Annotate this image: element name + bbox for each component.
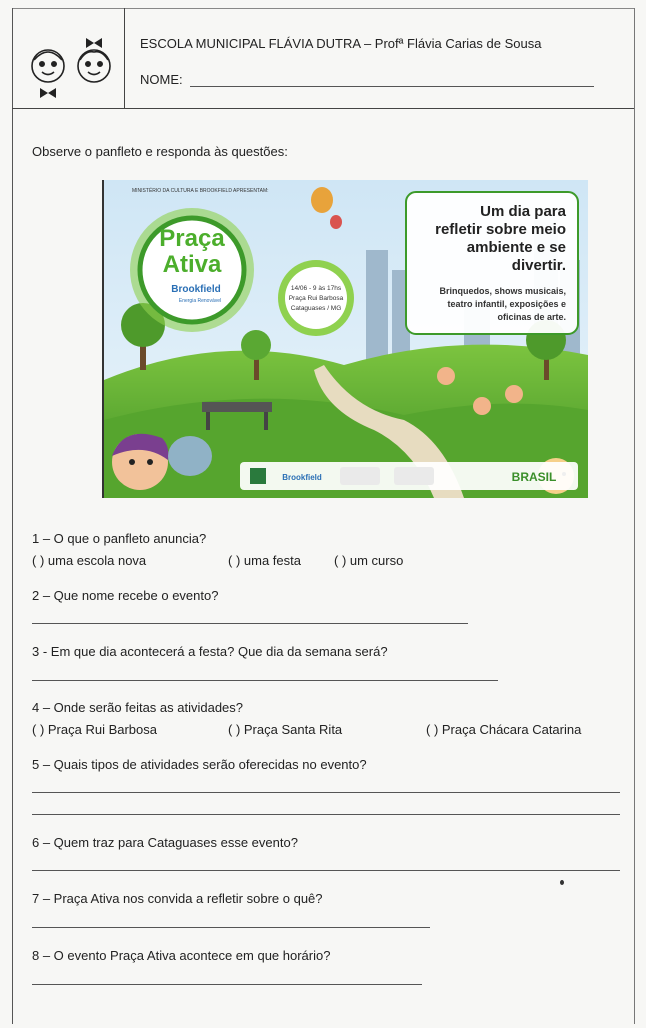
q3-answer-line[interactable]: [32, 680, 498, 681]
q5-answer-line-2[interactable]: [32, 814, 620, 815]
question-2: 2 – Que nome recebe o evento?: [32, 588, 219, 603]
flyer-headline-1: Um dia para: [480, 203, 566, 220]
flyer-image: [102, 180, 588, 498]
flyer-logo-line2: Ativa: [162, 251, 222, 278]
q1-option-festa[interactable]: ( ) uma festa: [228, 553, 301, 568]
q2-answer-line[interactable]: [32, 623, 468, 624]
flyer-sub-1: Brinquedos, shows musicais,: [439, 286, 566, 296]
school-logo-icon: [26, 30, 118, 106]
question-5: 5 – Quais tipos de atividades serão oferecidas no evento?: [32, 757, 367, 772]
question-3: 3 - Em que dia acontecerá a festa? Que dia da semana será?: [32, 644, 388, 659]
border-top: [12, 8, 634, 9]
question-6: 6 – Quem traz para Cataguases esse evento?: [32, 835, 298, 850]
flyer-headline-3: ambiente e se: [466, 239, 566, 256]
flyer-ministry: MINISTÉRIO DA CULTURA E BROOKFIELD APRESENTAM:: [132, 188, 269, 194]
question-4: 4 – Onde serão feitas as atividades?: [32, 700, 244, 715]
flyer-sub-2: teatro infantil, exposições e: [447, 299, 566, 309]
name-answer-line[interactable]: [190, 86, 594, 87]
q5-answer-line-1[interactable]: [32, 792, 620, 793]
border-right: [634, 8, 635, 1024]
flyer-headline-2: refletir sobre meio: [435, 221, 566, 238]
question-1: 1 – O que o panfleto anuncia?: [32, 531, 207, 546]
q4-option-rui-barbosa[interactable]: ( ) Praça Rui Barbosa: [32, 722, 157, 737]
flyer-sponsor-1: Brookfield: [282, 473, 322, 482]
name-label: NOME:: [140, 72, 183, 87]
question-7: 7 – Praça Ativa nos convida a refletir sobre o quê?: [32, 891, 323, 906]
flyer-date-line1: 14/06 - 9 às 17hs: [290, 285, 342, 292]
flyer-date-line3: Cataguases / MG: [290, 305, 342, 312]
q8-answer-line[interactable]: [32, 984, 422, 985]
q7-answer-line[interactable]: [32, 927, 430, 928]
header-divider: [124, 8, 125, 108]
q4-option-santa-rita[interactable]: ( ) Praça Santa Rita: [228, 722, 343, 737]
school-title: ESCOLA MUNICIPAL FLÁVIA DUTRA – Profª Flávia Carias de Sousa: [140, 36, 542, 51]
flyer-date-line2: Praça Rui Barbosa: [288, 295, 344, 302]
q6-answer-line[interactable]: [32, 870, 620, 871]
q1-option-curso[interactable]: ( ) um curso: [334, 553, 404, 568]
q4-option-chacara-catarina[interactable]: ( ) Praça Chácara Catarina: [426, 722, 582, 737]
flyer-logo-line1: Praça: [159, 225, 225, 252]
question-8: 8 – O evento Praça Ativa acontece em que horário?: [32, 948, 331, 963]
flyer-sub-3: oficinas de arte.: [497, 312, 566, 322]
flyer-headline-4: divertir.: [511, 257, 566, 274]
q1-option-escola[interactable]: ( ) uma escola nova: [32, 553, 147, 568]
ink-dot: [560, 880, 564, 885]
instructions: Observe o panfleto e responda às questões:: [32, 144, 288, 159]
flyer-sponsor-2: BRASIL: [511, 470, 557, 484]
flyer-logo-tag: Energia Renovável: [178, 298, 222, 304]
flyer-logo-brand: Brookfield: [171, 284, 221, 295]
header-bottom-rule: [12, 108, 634, 109]
border-left: [12, 8, 13, 1024]
